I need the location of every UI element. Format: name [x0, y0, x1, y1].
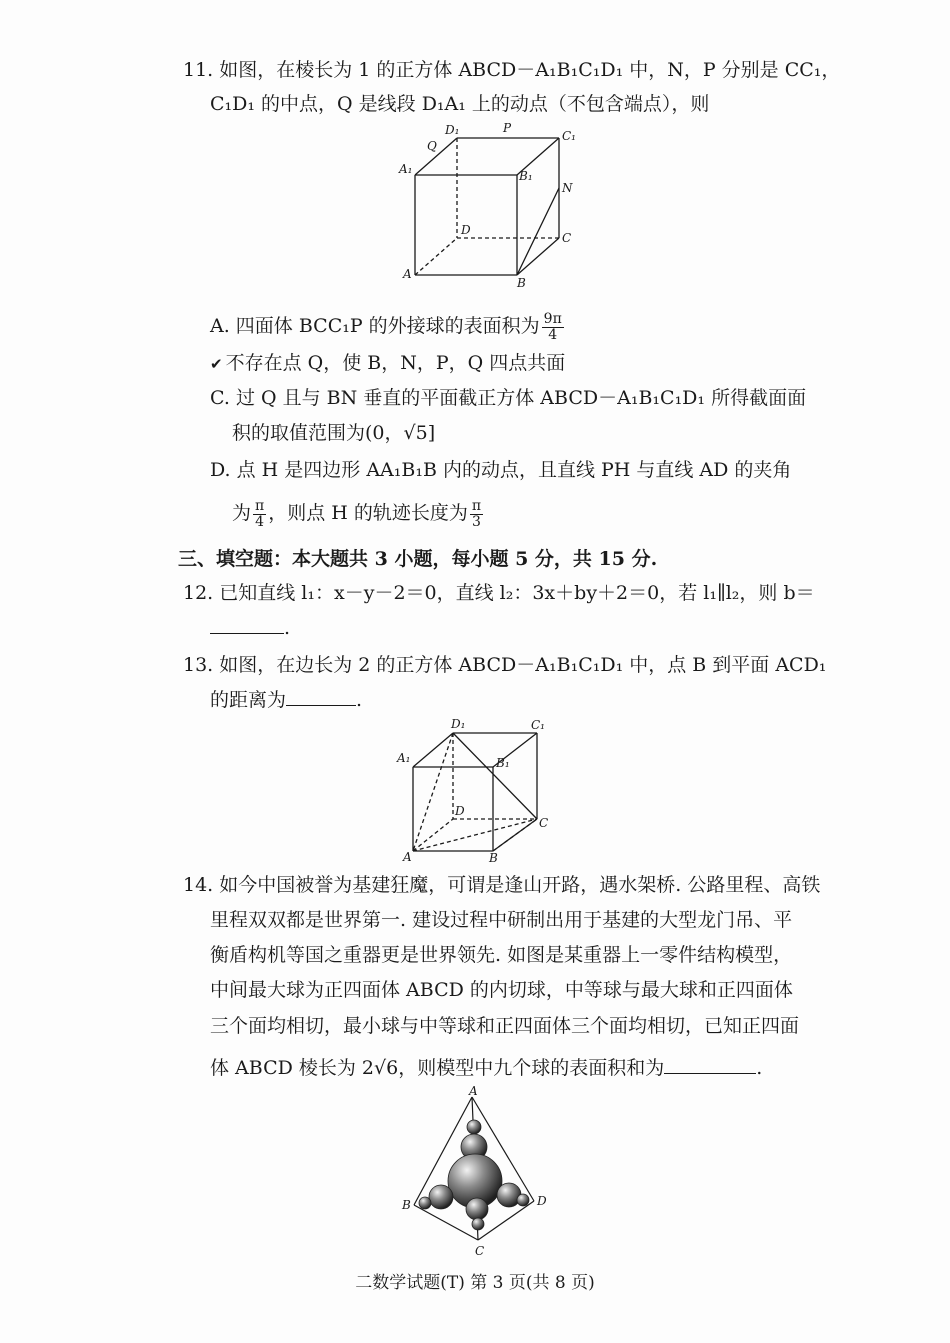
q11-label-B1: B₁ — [519, 169, 533, 183]
q13-line1: 13. 如图，在边长为 2 的正方体 ABCD－A₁B₁C₁D₁ 中，点 B 到平面 ACD₁ — [183, 654, 827, 676]
q11-option-b — [210, 350, 565, 377]
q14-label-B: B — [402, 1198, 411, 1212]
fraction: $\frac{\pi}{3}$ — [471, 497, 482, 530]
q12-line2: . — [210, 615, 290, 641]
page-footer: 二数学试题(T) 第 3 页(共 8 页) — [355, 1273, 595, 1293]
answer-blank[interactable] — [664, 1055, 756, 1074]
q11-label-C1: C₁ — [562, 129, 576, 143]
q13-label-D: D — [455, 804, 465, 818]
q11-option-d-line1: D. 点 H 是四边形 AA₁B₁B 内的动点，且直线 PH 与直线 AD 的夹角 — [210, 459, 792, 481]
q11-label-A: A — [403, 267, 412, 281]
q13-label-C1: C₁ — [531, 718, 545, 732]
q14-tetrahedron-spheres-figure — [398, 1085, 558, 1260]
q11-option-c-line2: 积的取值范围为(0，√5] — [232, 422, 436, 444]
q14-line5: 三个面均相切，最小球与中等球和正四面体三个面均相切，已知正四面 — [210, 1015, 800, 1037]
q11-label-Q: Q — [427, 139, 437, 153]
q13-label-D1: D₁ — [451, 717, 466, 731]
q11-label-D1: D₁ — [445, 123, 460, 137]
answer-blank[interactable] — [210, 615, 284, 634]
q13-line2: 的距离为 . — [210, 689, 363, 711]
handwritten-check-mark: ✔ — [210, 355, 223, 373]
q13-cube-figure — [395, 715, 560, 865]
q11-option-b-text: 不存在点 Q，使 B，N，P，Q 四点共面 — [225, 352, 566, 374]
q14-line2: 里程双双都是世界第一. 建设过程中研制出用于基建的大型龙门吊、平 — [210, 909, 793, 931]
fraction: $\frac{\pi}{4}$ — [255, 497, 265, 530]
answer-blank[interactable] — [286, 687, 356, 706]
q14-line4: 中间最大球为正四面体 ABCD 的内切球，中等球与最大球和正四面体 — [210, 979, 793, 1001]
q11-option-a-text: A. 四面体 BCC₁P 的外接球的表面积为 — [210, 315, 540, 337]
q12-line1: 12. 已知直线 l₁：x－y－2＝0，直线 l₂：3x＋by＋2＝0，若 l₁∥l₂，则 b＝ — [183, 582, 815, 604]
q11-option-c-line1: C. 过 Q 且与 BN 垂直的平面截正方体 ABCD－A₁B₁C₁D₁ 所得截面面 — [210, 387, 807, 409]
q11-line1: 11. 如图，在棱长为 1 的正方体 ABCD－A₁B₁C₁D₁ 中，N，P 分别是 CC₁， — [183, 59, 841, 81]
q11-label-C: C — [562, 231, 572, 245]
q11-line2: C₁D₁ 的中点，Q 是线段 D₁A₁ 上的动点（不包含端点），则 — [210, 93, 710, 115]
section-heading: 三、填空题：本大题共 3 小题，每小题 5 分，共 15 分. — [178, 548, 658, 570]
fraction: $\frac{9\pi}{4}$ — [543, 310, 562, 343]
q11-label-N: N — [562, 181, 573, 195]
q14-line3: 衡盾构机等国之重器更是世界领先. 如图是某重器上一零件结构模型， — [210, 944, 793, 966]
q11-label-B: B — [517, 276, 526, 290]
q13-label-B: B — [489, 851, 498, 865]
q11-label-A1: A₁ — [399, 162, 413, 176]
q11-label-P: P — [503, 121, 512, 135]
q11-option-d-line2: 为 $\frac{\pi}{4}$ ，则点 H 的轨迹长度为 $\frac{\pi}{3}$ — [232, 497, 482, 530]
q13-label-A1: A₁ — [397, 751, 411, 765]
q14-label-C: C — [475, 1244, 485, 1258]
q13-label-A: A — [403, 850, 412, 864]
q13-label-C: C — [539, 816, 549, 830]
q13-label-B1: B₁ — [496, 756, 510, 770]
q14-label-D: D — [537, 1194, 547, 1208]
q14-line6: 体 ABCD 棱长为 2√6，则模型中九个球的表面积和为 . — [210, 1057, 763, 1079]
q14-line1: 14. 如今中国被誉为基建狂魔，可谓是逢山开路，遇水架桥. 公路里程、高铁 — [183, 874, 821, 896]
q11-label-D: D — [461, 223, 471, 237]
q14-label-A: A — [469, 1085, 478, 1098]
q11-option-a — [210, 306, 566, 346]
q11-cube-figure — [395, 120, 580, 290]
